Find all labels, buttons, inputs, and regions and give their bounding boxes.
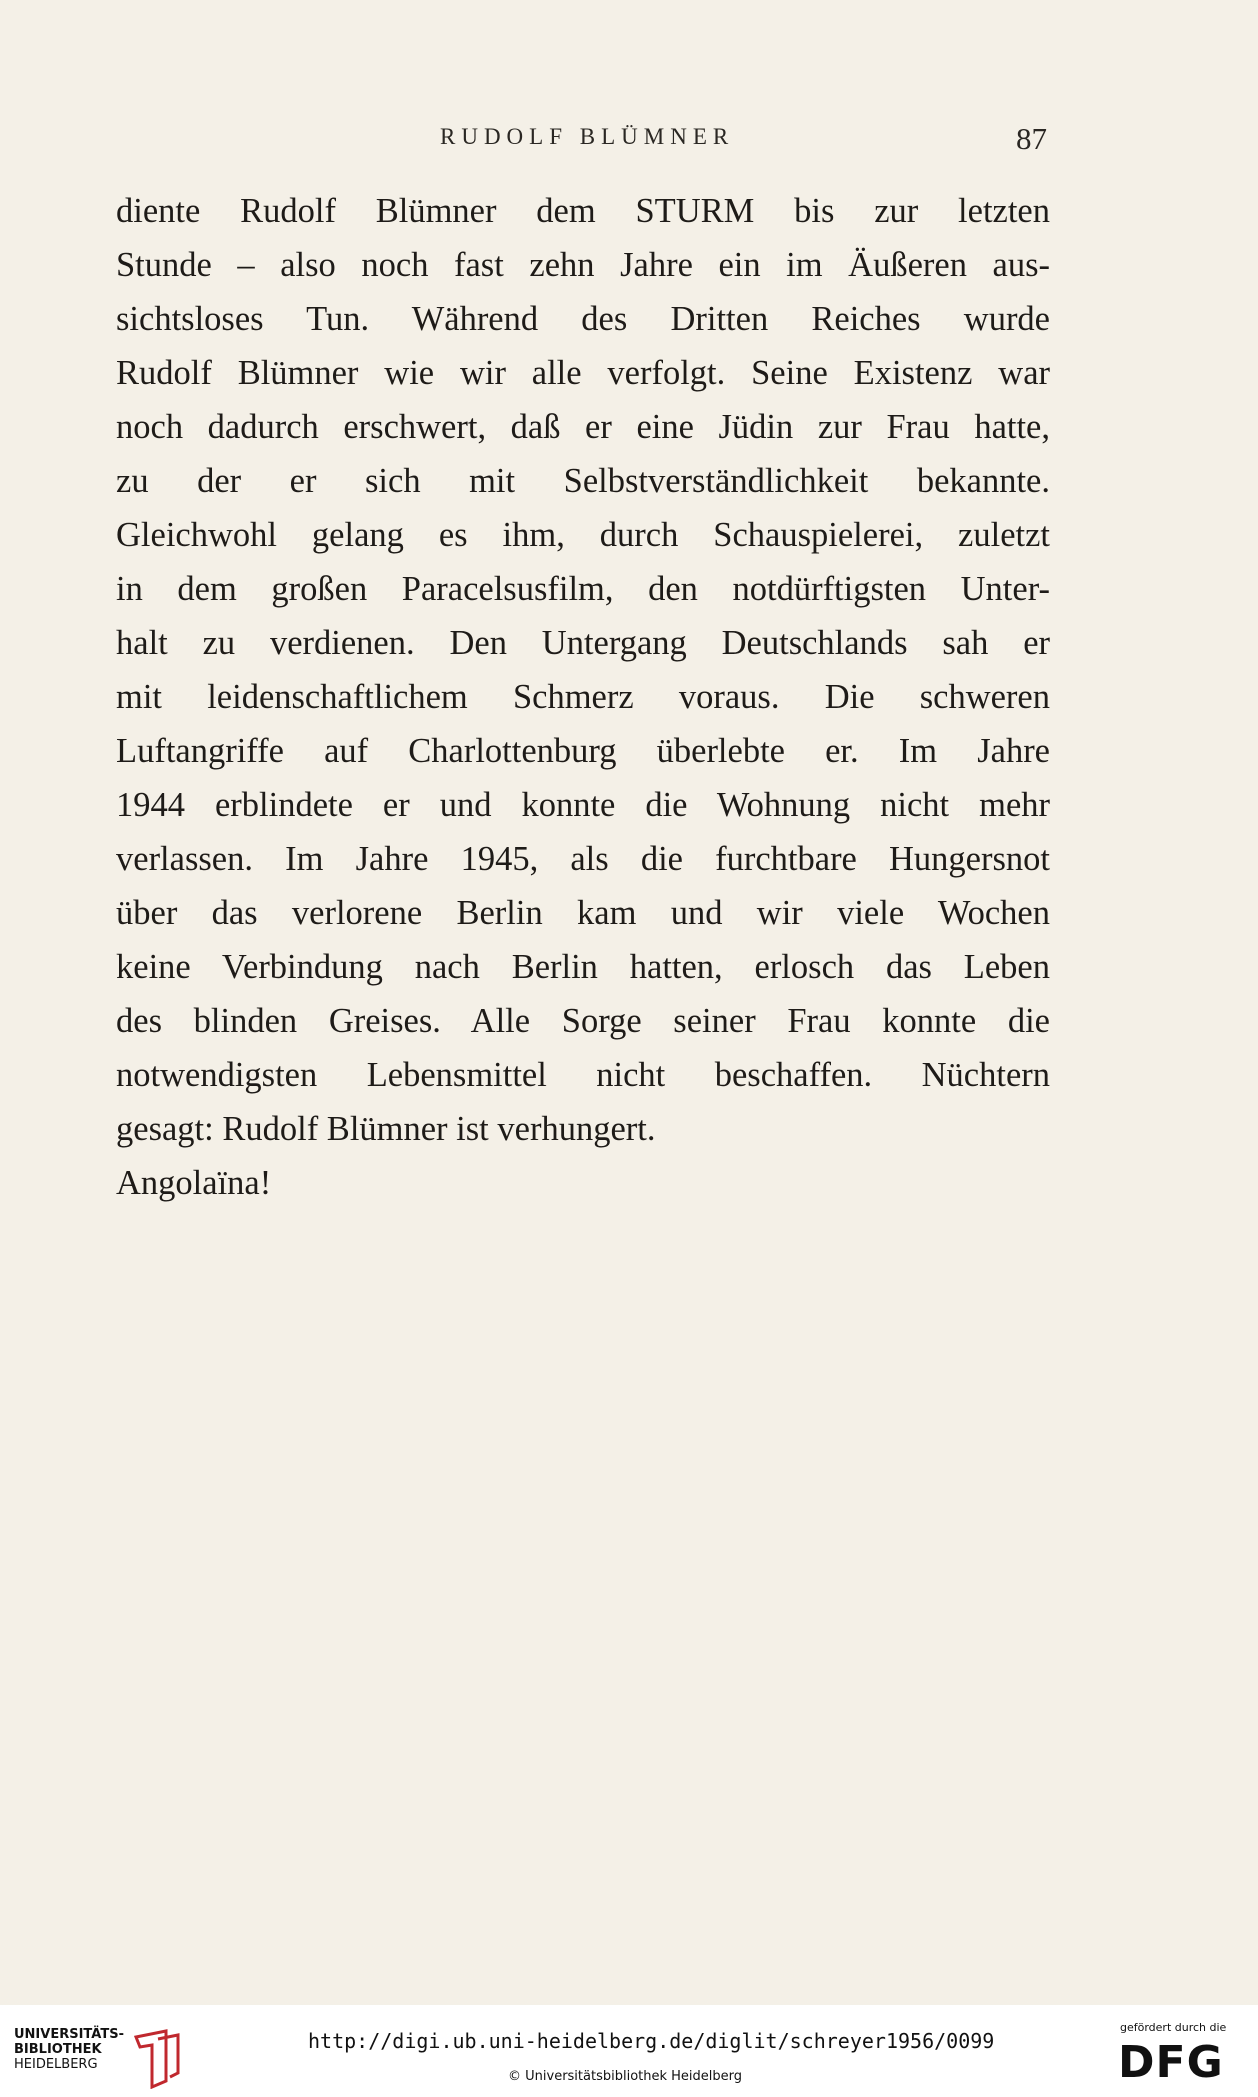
text-line: Stunde – also noch fast zehn Jahre ein im Äußeren aus- [116,246,1050,284]
text-line: Rudolf Blümner wie wir alle verfolgt. Seine Existenz war [116,354,1050,392]
funding-caption: gefördert durch die [1120,2021,1227,2034]
running-head: RUDOLF BLÜMNER [440,124,735,149]
text-line: noch dadurch erschwert, daß er eine Jüdin zur Frau hatte, [116,408,1050,446]
text-line: 1944 erblindete er und konnte die Wohnung nicht mehr [116,786,1050,824]
text-line: über das verlorene Berlin kam und wir viele Wochen [116,894,1050,932]
permalink-url[interactable]: http://digi.ub.uni-heidelberg.de/diglit/schreyer1956/0099 [308,2029,995,2053]
dfg-logo[interactable]: DFG [1118,2037,1224,2088]
text-line: Luftangriffe auf Charlottenburg überlebte er. Im Jahre [116,732,1050,770]
text-line: notwendigsten Lebensmittel nicht beschaffen. Nüchtern [116,1056,1050,1094]
page-number: 87 [1016,121,1047,156]
body-text [116,184,1050,1210]
text-line: gesagt: Rudolf Blümner ist verhungert. [116,1110,656,1148]
library-name-line: BIBLIOTHEK [14,2042,102,2057]
library-name-line: HEIDELBERG [14,2057,98,2072]
text-line: verlassen. Im Jahre 1945, als die furchtbare Hungersnot [116,840,1050,878]
text-line: Gleichwohl gelang es ihm, durch Schauspielerei, zuletzt [116,516,1050,554]
library-mark-icon [132,2027,188,2089]
text-line: diente Rudolf Blümner dem STURM bis zur letzten [116,192,1050,230]
copyright-notice: © Universitätsbibliothek Heidelberg [508,2069,743,2084]
text-line: des blinden Greises. Alle Sorge seiner Frau konnte die [116,1002,1050,1040]
text-line: keine Verbindung nach Berlin hatten, erlosch das Leben [116,948,1050,986]
viewer-footer [0,2005,1258,2097]
text-line: zu der er sich mit Selbstverständlichkeit bekannte. [116,462,1050,500]
text-line: halt zu verdienen. Den Untergang Deutschlands sah er [116,624,1050,662]
text-line: Angolaïna! [116,1164,272,1202]
text-line: sichtsloses Tun. Während des Dritten Reiches wurde [116,300,1050,338]
text-line: mit leidenschaftlichem Schmerz voraus. Die schweren [116,678,1050,716]
text-line: in dem großen Paracelsusfilm, den notdürftigsten Unter- [116,570,1050,608]
library-name-line: UNIVERSITÄTS- [14,2027,124,2042]
library-logo[interactable] [14,2027,184,2089]
